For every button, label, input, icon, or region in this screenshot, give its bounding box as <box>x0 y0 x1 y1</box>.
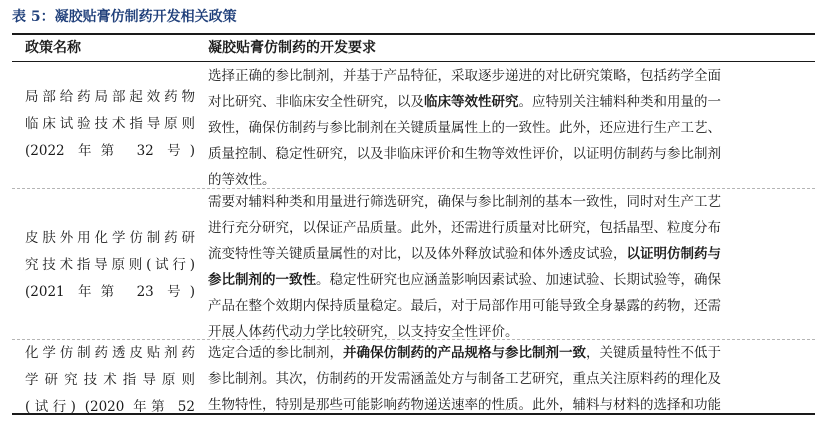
requirement-cell <box>208 189 815 339</box>
requirement-line <box>208 115 815 141</box>
header-policy-name: 政策名称 <box>25 40 81 56</box>
table-caption: 表 5：凝胶贴膏仿制药开发相关政策 <box>12 9 237 25</box>
emphasized-text: 并确保仿制药的产品规格与参比制剂一致 <box>343 345 586 361</box>
policy-name-line: (2021 年第 23 号) <box>25 284 195 300</box>
table-bottom-rule <box>12 413 815 415</box>
emphasized-text: 参比制剂的一致性 <box>208 272 316 288</box>
requirement-text: 进行充分研究，以保证产品质量。此外，还需进行质量对比研究，包括晶型、粒度分布 <box>208 220 721 236</box>
table-row <box>0 340 815 413</box>
requirement-line <box>208 167 815 188</box>
table-header <box>0 35 815 61</box>
policy-name-line: 局部给药局部起效药物 <box>25 89 195 105</box>
policy-name-cell <box>25 225 195 306</box>
requirement-line <box>208 63 815 89</box>
requirement-text: ，关键质量特性不低于 <box>586 345 721 361</box>
table-row <box>0 189 815 339</box>
policy-name-cell <box>25 84 195 165</box>
requirement-text: 生物特性，特别是那些可能影响药物递送速率的性质。此外，辅料与材料的选择和功能 <box>208 397 721 413</box>
policy-name-line: 皮肤外用化学仿制药研 <box>25 230 195 246</box>
requirement-line <box>208 141 815 167</box>
policy-name-line: (2022 年第 32 号) <box>25 143 195 159</box>
requirement-line <box>208 366 815 392</box>
requirement-line <box>208 267 815 293</box>
requirement-cell <box>208 63 815 188</box>
emphasized-text: 以证明仿制药与 <box>626 246 721 262</box>
policy-name-line: 临床试验技术指导原则 <box>25 116 195 132</box>
requirement-text: 开展人体药代动力学比较研究，以支持安全性评价。 <box>208 324 519 339</box>
requirement-text: 致性，确保仿制药与参比制剂在关键质量属性上的一致性。此外，还应进行生产工艺、 <box>208 120 721 136</box>
requirement-text: 。应特别关注辅料种类和用量的一 <box>518 94 721 110</box>
requirement-line <box>208 215 815 241</box>
requirement-line <box>208 241 815 267</box>
requirement-text: 需要对辅料种类和用量进行筛选研究，确保与参比制剂的基本一致性，同时对生产工艺 <box>208 194 721 210</box>
requirement-line <box>208 293 815 319</box>
policy-name-line: 究技术指导原则(试行) <box>25 257 195 273</box>
requirement-text: 参比制剂。其次，仿制药的开发需涵盖处方与制备工艺研究，重点关注原料药的理化及 <box>208 371 721 387</box>
requirement-line <box>208 189 815 215</box>
policy-name-line: 学研究技术指导原则 <box>25 372 195 388</box>
requirement-text: 的等效性。 <box>208 172 276 188</box>
requirement-text: 选定合适的参比制剂， <box>208 345 343 361</box>
policy-name-line: (试行) (2020 年第 52 <box>25 399 195 413</box>
policy-name-line: 化学仿制药透皮贴剂药 <box>25 345 195 361</box>
requirement-text: 对比研究、非临床安全性研究，以及 <box>208 94 424 110</box>
requirement-line <box>208 340 815 366</box>
requirement-line <box>208 319 815 339</box>
requirement-text: 选择正确的参比制剂，并基于产品特征，采取逐步递进的对比研究策略，包括药学全面 <box>208 68 721 84</box>
requirement-cell <box>208 340 815 413</box>
requirement-line <box>208 392 815 413</box>
requirement-text: 。稳定性研究也应涵盖影响因素试验、加速试验、长期试验等，确保 <box>316 272 721 288</box>
emphasized-text: 临床等效性研究 <box>424 94 519 110</box>
header-requirements: 凝胶贴膏仿制药的开发要求 <box>208 40 376 56</box>
requirement-line <box>208 89 815 115</box>
table-row <box>0 62 815 188</box>
requirement-text: 产品在整个效期内保持质量稳定。最后，对于局部作用可能导致全身暴露的药物，还需 <box>208 298 721 314</box>
requirement-text: 流变特性等关键质量属性的对比，以及体外释放试验和体外透皮试验， <box>208 246 627 262</box>
requirement-text: 质量控制、稳定性研究，以及非临床评价和生物等效性评价，以证明仿制药与参比制剂 <box>208 146 721 162</box>
policy-name-cell <box>25 340 195 413</box>
